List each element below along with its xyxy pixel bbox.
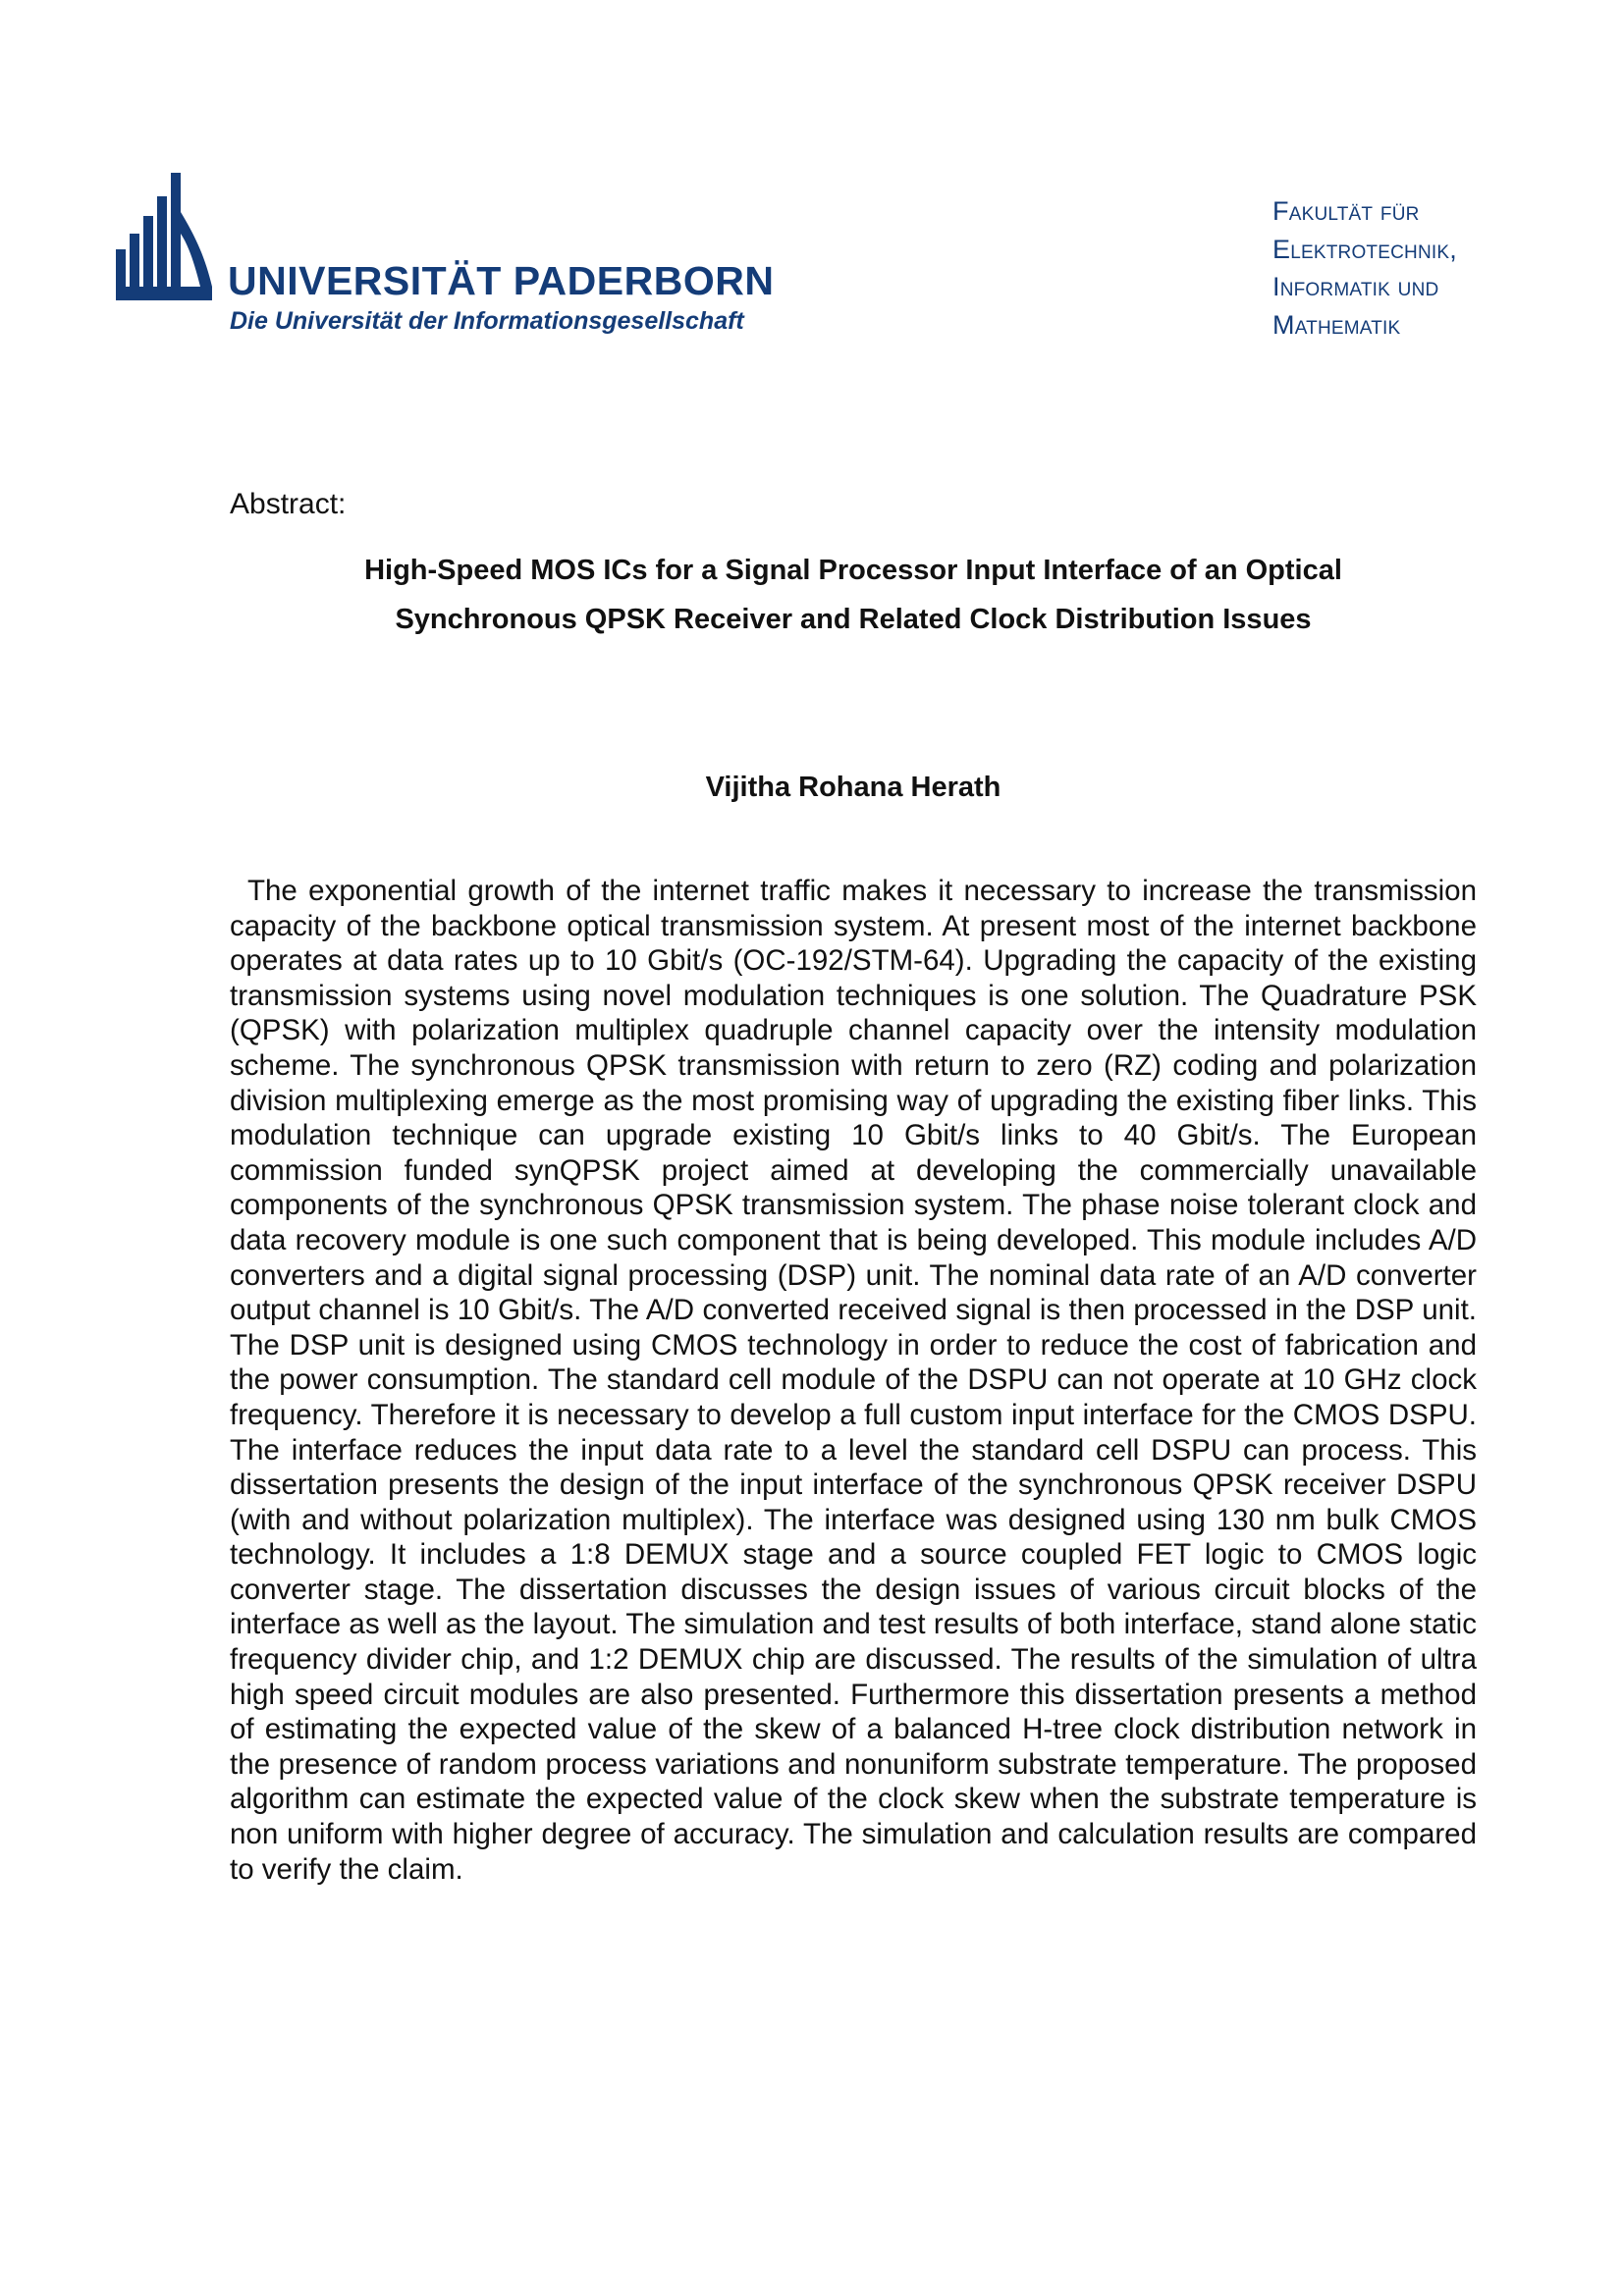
author-name: Vijitha Rohana Herath xyxy=(705,772,1001,803)
faculty-line: Mathematik xyxy=(1272,309,1401,340)
faculty-line: Fakultät für xyxy=(1272,196,1420,226)
section-label: Abstract: xyxy=(230,488,347,520)
university-name: UNIVERSITÄT PADERBORN xyxy=(228,258,775,303)
title-line: High-Speed MOS ICs for a Signal Processor Input Interface of an Optical xyxy=(364,555,1342,586)
faculty-name xyxy=(1272,192,1567,344)
faculty-line: Elektrotechnik, xyxy=(1272,234,1457,264)
university-logo xyxy=(116,173,775,340)
title-line: Synchronous QPSK Receiver and Related Clock Distribution Issues xyxy=(395,604,1312,635)
university-emblem-icon xyxy=(116,173,212,300)
document-title xyxy=(230,546,1477,644)
university-tagline: Die Universität der Informationsgesellschaft xyxy=(230,307,744,335)
abstract-body xyxy=(230,874,1477,1887)
faculty-line: Informatik und xyxy=(1272,272,1439,301)
abstract-paragraph: The exponential growth of the internet traffic makes it necessary to increase the transmission capacity of the backbone optical transmission system. At present most of the internet backbone operates at data rates up to 10 Gbit/s (OC-192/STM-64). Upgrading the capacity of the existing transmission systems using novel modulation techniques is one solution. The Quadrature PSK (QPSK) with polarization multiplex quadruple channel capacity over the intensity modulation scheme. The synchronous QPSK transmission with return to zero (RZ) coding and polarization division multiplexing emerge as the most promising way of upgrading the existing fiber links. This modulation technique can upgrade existing 10 Gbit/s links to 40 Gbit/s. The European commission funded synQPSK project aimed at developing the commercially unavailable components of the synchronous QPSK transmission system. The phase noise tolerant clock and data recovery module is one such component that is being developed. This module includes A/D converters and a digital signal processing (DSP) unit. The nominal data rate of an A/D converter output channel is 10 Gbit/s. The A/D converted received signal is then processed in the DSP unit. The DSP unit is designed using CMOS technology in order to reduce the cost of fabrication and the power consumption. The standard cell module of the DSPU can not operate at 10 GHz clock frequency. Therefore it is necessary to develop a full custom input interface for the CMOS DSPU. The interface reduces the input data rate to a level the standard cell DSPU can process. This dissertation presents the design of the input interface of the synchronous QPSK receiver DSPU (with and without polarization multiplex). The interface was designed using 130 nm bulk CMOS technology. It includes a 1:8 DEMUX stage and a source coupled FET logic to CMOS logic converter stage. The dissertation discusses the design issues of various circuit blocks of the interface as well as the layout. The simulation and test results of both interface, stand alone static frequency divider chip, and 1:2 DEMUX chip are discussed. The results of the simulation of ultra high speed circuit modules are also presented. Furthermore this dissertation presents a method of estimating the expected value of the skew of a balanced H-tree clock distribution network in the presence of random process variations and nonuniform substrate temperature. The proposed algorithm can estimate the expected value of the clock skew when the substrate temperature is non uniform with higher degree of accuracy. The simulation and calculation results are compared to verify the claim. xyxy=(230,875,1477,1886)
